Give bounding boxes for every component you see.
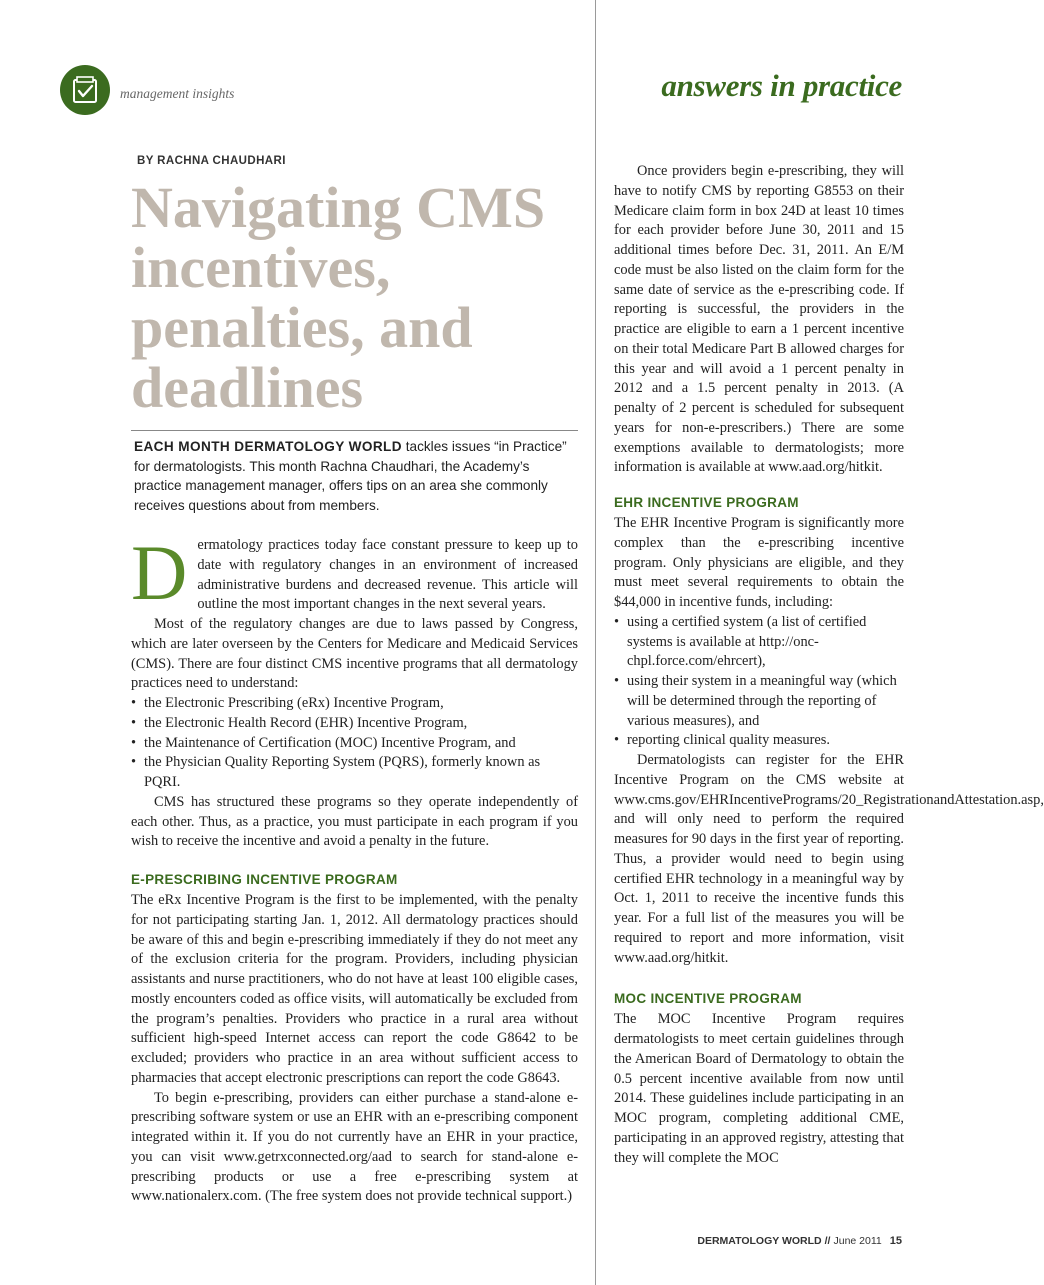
paragraph: Once providers begin e-prescribing, they will have to notify CMS by reporting G8553 on their Medicare claim form in box 24D at least 10 times for each provider before June 30, 2011 and 15 additional times before Dec. 31, 2011. An E/M code must be also listed on the claim form for the same date of service as the e-prescribing code. If reporting is successful, the providers in the practice are eligible to earn a 1 percent incentive on their total Medicare Part B allowed charges for this year and will avoid a 1 percent penalty in 2012 and a 1.5 percent penalty in 2013. (A penalty of 2 percent is scheduled for subsequent years for non-e-prescribers.) There are some exemptions available to dermatologists; more information is available at www.aad.org/hitkit. — [614, 163, 904, 476]
publication-name: DERMATOLOGY WORLD — [697, 1235, 822, 1247]
page-number: 15 — [889, 1235, 902, 1247]
footer-separator: // — [824, 1235, 831, 1247]
ehr-heading: EHR INCENTIVE PROGRAM — [614, 495, 799, 510]
intro-lead: EACH MONTH DERMATOLOGY WORLD — [134, 439, 402, 454]
paragraph: Most of the regulatory changes are due to laws passed by Congress, which are later overseen by the Centers for Medicare and Medicaid Services (CMS). There are four distinct CMS incentive programs that all dermatology practices need to understand: — [131, 616, 578, 692]
page-footer — [697, 1235, 902, 1247]
section-label: management insights — [120, 86, 235, 101]
list-item: • the Electronic Health Record (EHR) Incentive Program, — [131, 714, 578, 734]
paragraph: The EHR Incentive Program is significantly more complex than the e-prescribing incentive program. Only physicians are eligible, and they must meet several requirements to obtain the $44,000 in incentive funds, including: — [614, 515, 904, 610]
column-divider — [595, 0, 596, 1285]
body-column-left — [131, 529, 578, 1207]
paragraph: CMS has structured these programs so they operate independently of each other. Thus, as a practice, you must participate in each program if you wish to receive the incentive and avoid a penalty in the future. — [131, 793, 578, 850]
list-item: • using a certified system (a list of certified systems is available at http://onc-chpl.force.com/ehrcert), — [614, 613, 904, 672]
requirements-list — [614, 613, 904, 751]
list-item: • reporting clinical quality measures. — [614, 731, 904, 751]
checklist-icon — [72, 76, 98, 104]
paragraph: To begin e-prescribing, providers can either purchase a stand-alone e-prescribing software system or use an EHR with an e-prescribing component integrated within it. If you do not currently have an EHR in your practice, you can visit www.getrxconnected.org/aad to search for stand-alone e-prescribing products or use a free e-prescribing system at www.nationalerx.com. (The free system does not provide technical support.) — [131, 1089, 578, 1205]
title-rule — [131, 430, 578, 431]
drop-cap: D — [131, 529, 188, 616]
list-item: • the Physician Quality Reporting System (PQRS), formerly known as PQRI. — [131, 753, 578, 793]
paragraph: Dermatologists can register for the EHR Incentive Program on the CMS website at www.cms.gov/EHRIncentivePrograms/20_RegistrationandAttestation.asp, and will only need to perform the required measures for 90 days in the first year of reporting. Thus, a provider would need to begin using certified EHR technology in a meaningful way by Oct. 1, 2011 to receive the incentive funds this year. For a full list of the measures you will be required to report and more information, visit www.aad.org/hitkit. — [614, 752, 1044, 966]
program-list — [131, 694, 578, 793]
opening-text: ermatology practices today face constant pressure to keep up to date with regulatory changes in an environment of increased administrative burdens and decreased revenue. This article will outline the most important changes in the next several years. — [197, 537, 578, 613]
opening-paragraph — [131, 529, 578, 616]
article-title: Navigating CMS incentives, penalties, and deadlines — [131, 175, 546, 420]
column-title: answers in practice — [661, 68, 902, 103]
moc-heading: MOC INCENTIVE PROGRAM — [614, 991, 802, 1007]
section-logo — [60, 65, 110, 115]
article-intro — [134, 437, 579, 516]
list-item: • the Maintenance of Certification (MOC) Incentive Program, and — [131, 734, 578, 754]
list-item: • the Electronic Prescribing (eRx) Incentive Program, — [131, 694, 578, 714]
body-column-right — [614, 162, 1044, 1168]
list-item: • using their system in a meaningful way (which will be determined through the reporting of various measures), and — [614, 672, 904, 731]
erx-heading: E-PRESCRIBING INCENTIVE PROGRAM — [131, 872, 398, 887]
paragraph: The eRx Incentive Program is the first to be implemented, with the penalty for not participating starting Jan. 1, 2012. All dermatology practices should be aware of this and begin e-prescribing immediately if they do not meet any of the exclusion criteria for the program. Providers, including physician assistants and nurse practitioners, who do not have at least 100 eligible cases, mostly encounters coded as office visits, will automatically be excluded from the program’s penalties. Providers who practice in a rural area without sufficient high-speed Internet access can report the code G8642 to be excluded; providers who practice in an area without sufficient access to pharmacies that accept electronic prescriptions can report the code G8643. — [131, 892, 578, 1086]
byline: BY RACHNA CHAUDHARI — [137, 155, 286, 167]
paragraph: The MOC Incentive Program requires dermatologists to meet certain guidelines through the American Board of Dermatology to obtain the 0.5 percent incentive available from now until 2014. These guidelines include participating in an MOC program, completing additional CME, participating in an approved registry, attesting that they will complete the MOC — [614, 1011, 904, 1166]
issue-date: June 2011 — [833, 1235, 882, 1247]
intro-text: tackles issues “in Practice” for dermatologists. This month Rachna Chaudhari, the Academy’s practice management manager, offers tips on an area she commonly receives questions about from members. — [134, 439, 567, 514]
